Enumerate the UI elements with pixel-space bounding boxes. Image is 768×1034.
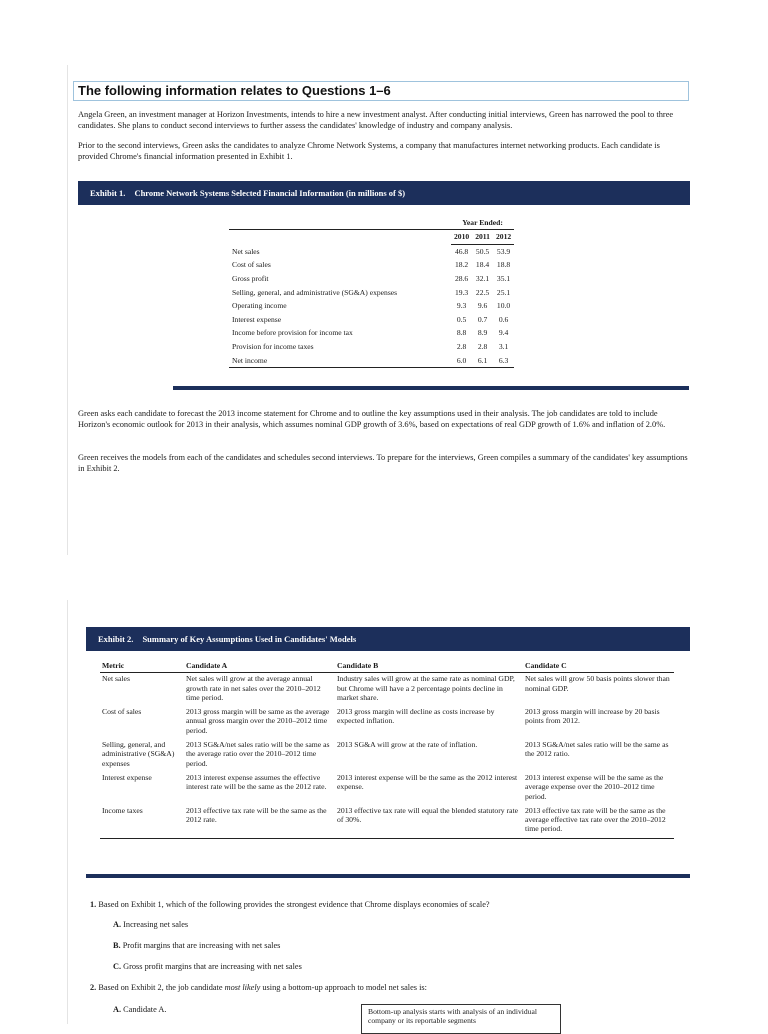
cell-value: 9.6 [477,301,488,311]
row-label: Interest expense [232,314,282,324]
cell-value: 18.8 [496,260,511,270]
candidate-c-cell: Net sales will grow 50 basis points slower than nominal GDP. [525,674,670,693]
cell-value: 6.3 [493,353,514,367]
option-text: Profit margins that are increasing with net sales [122,941,281,950]
column-header: Candidate B [335,660,523,673]
financial-table [229,215,514,368]
exhibit-1-title: Chrome Network Systems Selected Financial Information (in millions of $) [134,188,406,198]
question-text-start: Based on Exhibit 2, the job candidate [98,983,225,992]
metric-cell: Cost of sales [102,707,142,717]
row-label: Provision for income taxes [232,342,314,352]
option-text: Increasing net sales [123,920,189,929]
table-row [229,353,514,367]
cell-value: 28.6 [454,274,469,284]
option-letter: B. [113,941,121,950]
question-number: 2. [90,983,97,992]
row-label: Gross profit [232,274,269,284]
metric-cell: Selling, general, and administrative (SG&A) expenses [102,740,175,768]
row-label: Cost of sales [232,260,271,270]
exhibit-2-number: Exhibit 2. [98,634,134,644]
table-row [100,673,674,706]
option-letter: A. [113,1005,122,1014]
assumptions-table [100,660,674,839]
question-2 [90,983,427,992]
answer-option[interactable] [113,941,280,950]
cell-value: 50.5 [475,246,490,256]
year-ended-header: Year Ended: [451,215,514,230]
option-text: Gross profit margins that are increasing with net sales [123,962,302,971]
answer-option[interactable] [113,962,302,971]
question-text-end: using a bottom-up approach to model net sales is: [260,983,427,992]
cell-value: 53.9 [496,246,511,256]
table-row [229,272,514,286]
margin-note: Bottom-up analysis starts with analysis of an individual company or its reportable segments [361,1004,561,1034]
candidate-b-cell: 2013 gross margin will decline as costs increase by expected inflation. [337,707,495,726]
candidate-a-cell: 2013 SG&A/net sales ratio will be the same as the average ratio over the 2010–2012 time period. [186,740,330,768]
metric-cell: Net sales [102,674,130,684]
table-row [229,258,514,272]
table-row [229,244,514,258]
exhibit-1-bottom-rule [173,386,689,390]
question-1 [90,900,490,909]
year-header: 2011 [472,230,493,245]
exhibit-1-title-bar [78,181,690,205]
cell-value: 35.1 [496,274,511,284]
exhibit-2-bottom-rule [86,874,690,878]
question-emphasis: most likely [224,983,261,992]
candidate-b-cell: 2013 SG&A will grow at the rate of inflation. [337,740,478,750]
middle-paragraph-1: Green asks each candidate to forecast the 2013 income statement for Chrome and to outline the key assumptions used in their analysis. The job candidates are told to include Horizon's economic outlook for 2013 in their analysis, which assumes nominal GDP growth of 3.6%, based on expectations of real GDP growth of 1.6% and inflation of 2.0%. [78,409,666,429]
exhibit-1-number: Exhibit 1. [90,188,126,198]
candidate-c-cell: 2013 effective tax rate will be the same as the average effective tax rate over the 2010–2012 time period. [523,805,674,838]
candidate-a-cell: 2013 gross margin will be same as the average annual gross margin over the 2010–2012 time period. [186,707,330,735]
cell-value: 8.9 [477,328,488,338]
column-header: Candidate C [523,660,674,673]
row-label: Net income [229,353,451,367]
year-header: 2010 [451,230,472,245]
row-label: Selling, general, and administrative (SG&A) expenses [232,287,398,297]
option-letter: C. [113,962,122,971]
table-row [229,340,514,354]
table-row [229,299,514,313]
cell-value: 8.8 [456,328,467,338]
candidate-c-cell: 2013 SG&A/net sales ratio will be the same as the 2012 ratio. [525,740,669,759]
cell-value: 0.6 [498,314,509,324]
candidate-b-cell: 2013 effective tax rate will equal the blended statutory rate of 30%. [335,805,523,838]
cell-value: 9.3 [456,301,467,311]
page-margin-line [67,65,68,555]
column-header: Candidate A [184,660,335,673]
cell-value: 25.1 [496,287,511,297]
option-letter: A. [113,920,122,929]
table-row [100,772,674,805]
middle-paragraph-2: Green receives the models from each of the candidates and schedules second interviews. To prepare for the interviews, Green compiles a summary of the candidates' key assumptions in Exhibit 2. [78,453,688,473]
year-header: 2012 [493,230,514,245]
row-label: Income before provision for income tax [232,328,353,338]
question-text: Based on Exhibit 1, which of the following provides the strongest evidence that Chrome displays economies of scale? [98,900,490,909]
candidate-a-cell: Net sales will grow at the average annual growth rate in net sales over the 2010–2012 time period. [186,674,321,702]
table-row [229,326,514,340]
cell-value: 46.8 [454,246,469,256]
answer-option[interactable] [113,920,188,929]
row-label: Net sales [232,246,260,256]
table-row [229,313,514,327]
table-row [229,285,514,299]
cell-value: 10.0 [496,301,511,311]
exhibit-2-title: Summary of Key Assumptions Used in Candidates' Models [142,634,357,644]
cell-value: 9.4 [498,328,509,338]
row-label: Operating income [232,301,287,311]
question-number: 1. [90,900,97,909]
cell-value: 6.1 [472,353,493,367]
candidate-b-cell: 2013 interest expense will be the same as the 2012 interest expense. [337,772,518,792]
candidate-c-cell: 2013 gross margin will increase by 20 basis points from 2012. [525,707,660,726]
cell-value: 18.2 [454,260,469,270]
table-row [100,706,674,739]
cell-value: 2.8 [477,342,488,352]
cell-value: 18.4 [475,260,490,270]
answer-option[interactable] [113,1005,166,1014]
cell-value: 2.8 [456,342,467,352]
cell-value: 32.1 [475,274,490,284]
metric-cell: Income taxes [100,805,184,838]
cell-value: 22.5 [475,287,490,297]
intro-paragraph-1: Angela Green, an investment manager at Horizon Investments, intends to hire a new investment analyst. After conducting initial interviews, Green has narrowed the pool to three candidates. She plans to conduct second interviews to further assess the candidates' knowledge of industry and company analysis. [78,110,674,130]
intro-paragraph-2: Prior to the second interviews, Green asks the candidates to analyze Chrome Network Systems, a company that manufactures internet networking products. Each candidate is provided Chrome's financial information presented in Exhibit 1. [78,141,660,161]
candidate-c-cell: 2013 interest expense will be the same as the average expense over the 2010–2012 time period. [525,772,664,801]
section-heading: The following information relates to Questions 1–6 [78,83,391,98]
candidate-a-cell: 2013 interest expense assumes the effective interest rate will be the same as the 2012 rate. [186,772,327,792]
cell-value: 6.0 [451,353,472,367]
cell-value: 3.1 [498,342,509,352]
cell-value: 0.7 [477,314,488,324]
table-row [100,805,674,838]
candidate-a-cell: 2013 effective tax rate will be the same as the 2012 rate. [184,805,335,838]
section-heading-box [73,81,689,101]
cell-value: 0.5 [456,314,467,324]
page-margin-line [67,600,68,1024]
table-row [100,739,674,772]
column-header: Metric [100,660,184,673]
exhibit-2-title-bar [86,627,690,651]
cell-value: 19.3 [454,287,469,297]
metric-cell: Interest expense [102,772,152,782]
candidate-b-cell: Industry sales will grow at the same rate as nominal GDP, but Chrome will have a 2 percentage points decline in market share. [337,674,515,702]
option-text: Candidate A. [123,1005,167,1014]
